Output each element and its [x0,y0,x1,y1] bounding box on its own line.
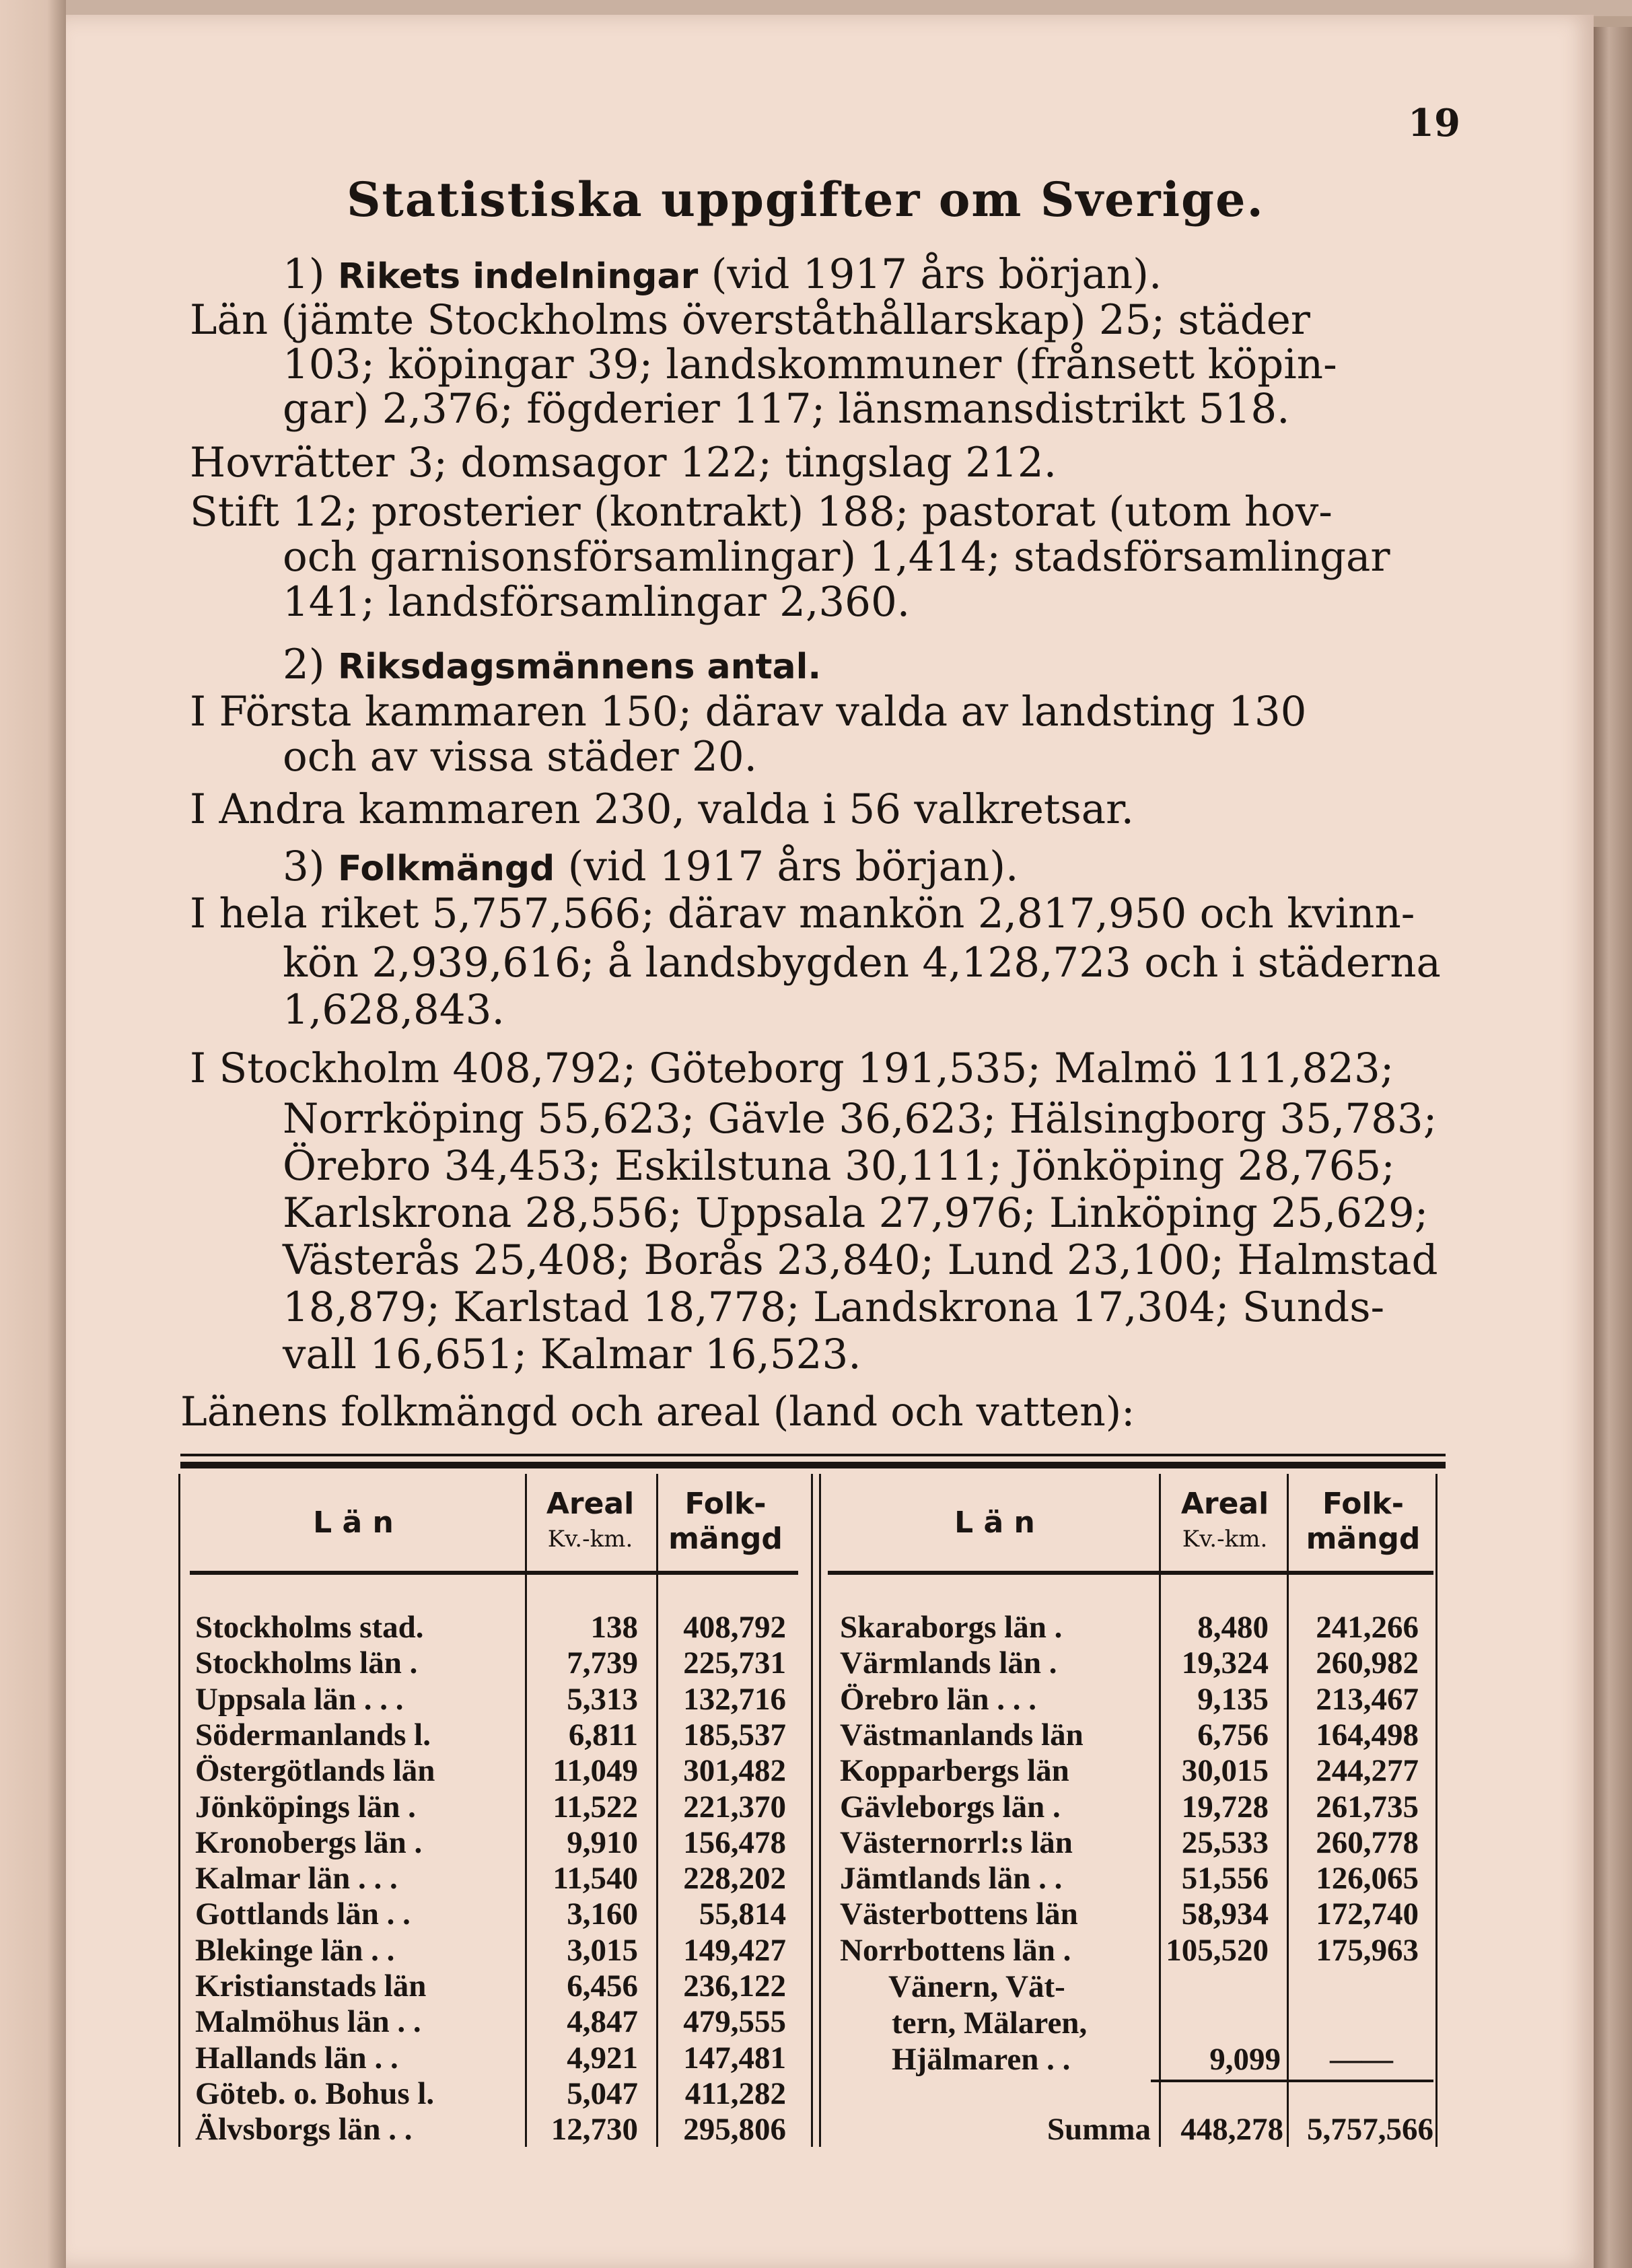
county-area: 25,533 [1181,1824,1269,1860]
table-top-rule-1 [180,1454,1446,1456]
county-area: 11,522 [553,1789,638,1824]
header-folk1-right: Folk- [1322,1487,1405,1521]
text-line: I Stockholm 408,792; Göteborg 191,535; Malmö 111,823; [190,1044,1394,1092]
county-name: Kristianstads län [195,1969,427,2004]
summa-rule [1151,2080,1433,2082]
table-row [195,1969,794,2004]
county-name: Skaraborgs län . [840,1610,1063,1645]
table-row [840,1933,1432,1969]
county-name: Västernorrl:s län [840,1824,1073,1860]
header-rule-left [190,1571,798,1575]
county-area: 9,910 [567,1824,638,1860]
lakes-areal: 9,099 [1209,2042,1281,2077]
county-population: 213,467 [1316,1681,1419,1717]
county-area: 19,324 [1181,1645,1269,1681]
text-line: I hela riket 5,757,566; därav mankön 2,817,950 och kvinn- [190,890,1415,937]
col-divider-double [819,1474,821,2147]
county-population: 164,498 [1316,1717,1419,1752]
county-area: 4,921 [567,2040,638,2076]
county-name: Östergötlands län [195,1753,435,1789]
header-folk1-left: Folk- [684,1487,767,1521]
county-population: 411,282 [684,2076,786,2111]
text-line: 1,628,843. [283,986,505,1034]
binding-shadow [66,0,1632,16]
summa-folk: 5,757,566 [1307,2112,1433,2147]
county-name: Kronobergs län . [195,1824,423,1860]
county-area: 6,456 [567,1969,638,2004]
table-row [840,1825,1432,1861]
text-line: 141; landsförsamlingar 2,360. [283,578,911,626]
table-row [195,2076,794,2112]
county-area: 11,049 [553,1753,638,1789]
table-row [195,1861,794,1897]
lakes-folk: —— [1330,2042,1393,2077]
county-area: 5,313 [567,1681,638,1717]
county-population: 132,716 [683,1681,786,1717]
county-name: Älvsborgs län . . [195,2112,413,2148]
county-population: 172,740 [1316,1897,1419,1932]
header-lan-left: L ä n [313,1505,394,1540]
col-divider-double [811,1474,813,2147]
county-population: 241,266 [1316,1610,1419,1645]
page-title: Statistiska uppgifter om Sverige. [347,172,1265,227]
table-row [195,2112,794,2148]
text-line: och garnisonsförsamlingar) 1,414; stadsförsamlingar [283,533,1390,581]
county-population: 185,537 [683,1717,786,1752]
table-caption: Länens folkmängd och areal (land och vatten): [180,1388,1135,1436]
county-population: 126,065 [1316,1861,1419,1897]
county-population: 228,202 [683,1861,786,1897]
table-row [840,1861,1432,1897]
table-row [840,1682,1432,1717]
county-area: 105,520 [1166,1932,1269,1968]
table-row [195,1682,794,1717]
header-rule-right [828,1571,1433,1575]
table-row [195,1645,794,1681]
page-stack-edge [1594,27,1632,2268]
county-population: 295,806 [683,2112,786,2148]
county-name: Södermanlands l. [195,1717,431,1752]
text-line: 18,879; Karlstad 18,778; Landskrona 17,304; Sunds- [283,1283,1385,1331]
county-population: 175,963 [1316,1932,1419,1968]
table-row [840,1897,1432,1932]
table-right-border [1435,1474,1438,2147]
county-name: Stockholms stad. [195,1610,424,1645]
county-name: Jämtlands län . . [840,1861,1063,1897]
county-area: 11,540 [553,1861,638,1897]
county-area: 6,811 [568,1717,638,1752]
county-population: 221,370 [683,1789,786,1824]
county-area: 138 [590,1610,638,1645]
county-area: 51,556 [1181,1861,1269,1897]
table-row [195,1789,794,1825]
county-population: 149,427 [683,1932,786,1968]
county-name: Uppsala län . . . [195,1681,404,1717]
text-line: vall 16,651; Kalmar 16,523. [283,1331,861,1378]
county-name: Värmlands län . [840,1645,1057,1681]
county-population: 301,482 [683,1753,786,1789]
county-name: Kalmar län . . . [195,1861,398,1897]
table-row [195,1897,794,1932]
table-row [195,2004,794,2040]
table-left-border [178,1474,180,2147]
text-line: I Första kammaren 150; därav valda av landsting 130 [190,688,1307,736]
county-area: 19,728 [1181,1789,1269,1824]
table-row [840,1789,1432,1825]
text-line: Hovrätter 3; domsagor 122; tingslag 212. [190,439,1057,487]
text-line: 103; köpingar 39; landskommuner (frånsett köpin- [283,341,1337,388]
text-line: I Andra kammaren 230, valda i 56 valkretsar. [190,785,1134,833]
text-line: gar) 2,376; fögderier 117; länsmansdistrikt 518. [283,385,1290,433]
county-population: 261,735 [1316,1789,1419,1824]
text-line: och av vissa städer 20. [283,733,758,781]
table-row [195,1610,794,1645]
header-areal-unit-left: Kv.-km. [547,1526,633,1553]
text-line: Norrköping 55,623; Gävle 36,623; Hälsingborg 35,783; [283,1095,1438,1143]
county-population: 225,731 [683,1645,786,1681]
county-name: Blekinge län . . [195,1932,395,1968]
county-area: 58,934 [1181,1897,1269,1932]
section-1-heading: 1) Rikets indelningar (vid 1917 års början). [283,250,1162,298]
county-area: 7,739 [567,1645,638,1681]
table-row [840,1645,1432,1681]
header-lan-right: L ä n [954,1505,1035,1540]
text-line: Karlskrona 28,556; Uppsala 27,976; Linköping 25,629; [283,1189,1429,1237]
county-name: Malmöhus län . . [195,2004,421,2040]
county-population: 260,982 [1316,1645,1419,1681]
county-population: 156,478 [683,1824,786,1860]
header-areal-right: Areal [1180,1487,1269,1521]
county-name: Gottlands län . . [195,1897,411,1932]
county-name: Kopparbergs län [840,1753,1069,1789]
lakes-line-1: Vänern, Vät- [888,1969,1065,2004]
county-name: Norrbottens län . [840,1932,1071,1968]
county-population: 236,122 [683,1969,786,2004]
county-name: Örebro län . . . [840,1681,1037,1717]
county-population: 408,792 [683,1610,786,1645]
section-3-heading: 3) Folkmängd (vid 1917 års början). [283,843,1019,890]
county-area: 5,047 [567,2076,638,2111]
header-folk2-right: mängd [1306,1522,1421,1556]
header-areal-left: Areal [546,1487,635,1521]
county-area: 3,015 [567,1932,638,1968]
summa-label: Summa [1046,2112,1151,2147]
county-population: 55,814 [699,1897,786,1932]
text-line: Örebro 34,453; Eskilstuna 30,111; Jönköping 28,765; [283,1142,1395,1190]
header-areal-unit-right: Kv.-km. [1182,1526,1268,1553]
county-name: Västerbottens län [840,1897,1078,1932]
table-row [195,1825,794,1861]
county-name: Hallands län . . [195,2040,398,2076]
text-line: Stift 12; prosterier (kontrakt) 188; pastorat (utom hov- [190,488,1333,536]
table-row [840,1753,1432,1789]
county-population: 260,778 [1316,1824,1419,1860]
text-line: Län (jämte Stockholms överståthållarskap) 25; städer [190,296,1310,344]
county-name: Jönköpings län . [195,1789,416,1824]
county-population: 147,481 [683,2040,786,2076]
county-area: 6,756 [1197,1717,1269,1752]
county-name: Gävleborgs län . [840,1789,1061,1824]
page-number: 19 [1408,101,1460,145]
county-population: 479,555 [683,2004,786,2040]
county-area: 8,480 [1197,1610,1269,1645]
county-name: Göteb. o. Bohus l. [195,2076,435,2111]
table-row [840,1717,1432,1753]
table-top-rule-2 [180,1462,1446,1468]
county-area: 9,135 [1197,1681,1269,1717]
text-line: kön 2,939,616; å landsbygden 4,128,723 och i städerna [283,939,1441,987]
text-line: Västerås 25,408; Borås 23,840; Lund 23,100; Halmstad [283,1236,1438,1284]
table-row [195,1933,794,1969]
section-2-heading: 2) Riksdagsmännens antal. [283,641,822,688]
table-row [195,1753,794,1789]
county-area: 4,847 [567,2004,638,2040]
table-row [840,1610,1432,1645]
county-name: Stockholms län . [195,1645,418,1681]
county-area: 12,730 [551,2112,638,2148]
lakes-line-2: tern, Mälaren, [892,2006,1088,2041]
table-row [195,2041,794,2076]
facing-page-edge [0,0,67,2268]
county-population: 244,277 [1316,1753,1419,1789]
summa-areal: 448,278 [1180,2112,1283,2147]
lakes-line-3: Hjälmaren . . [892,2042,1071,2077]
table-row [195,1717,794,1753]
county-name: Västmanlands län [840,1717,1084,1752]
header-folk2-left: mängd [668,1522,783,1556]
county-area: 30,015 [1181,1753,1269,1789]
county-area: 3,160 [567,1897,638,1932]
